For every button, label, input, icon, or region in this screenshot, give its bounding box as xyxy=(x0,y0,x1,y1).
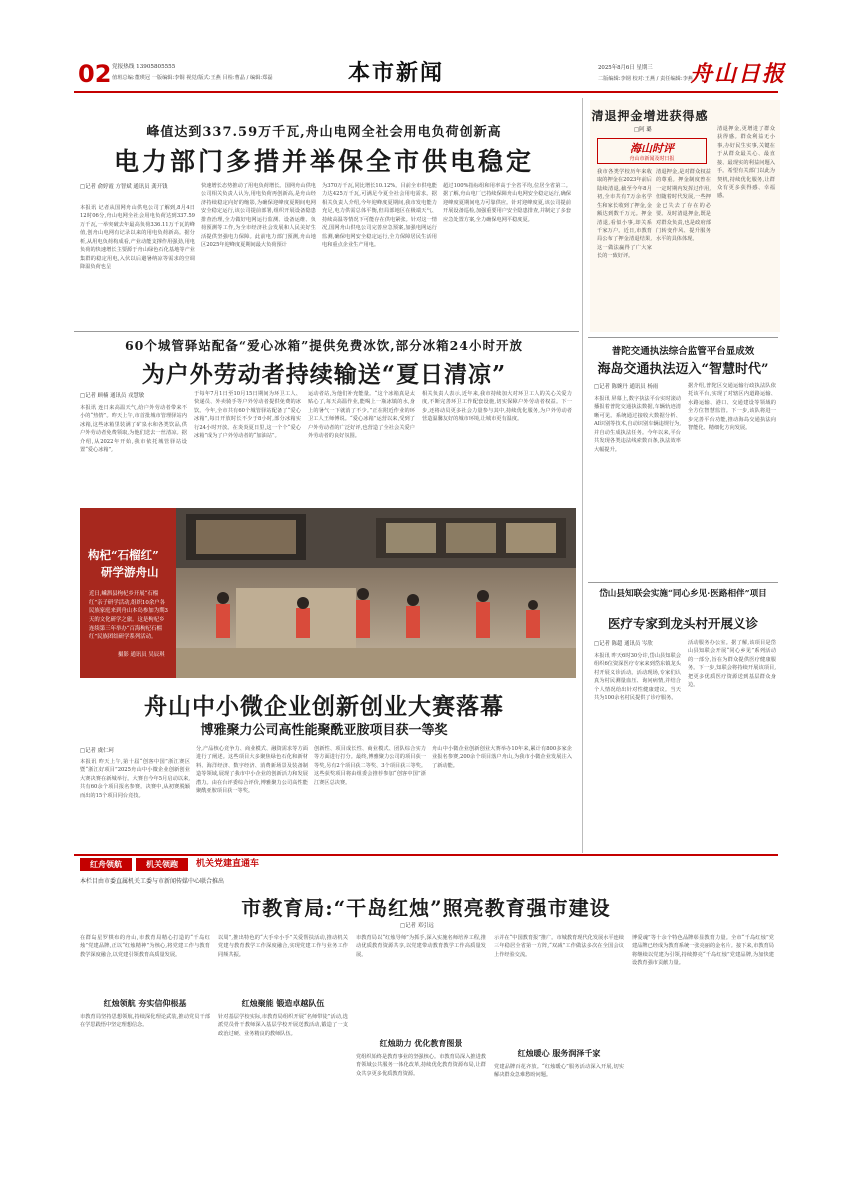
article4-col2-text: 以周”,推出特色的“大手牵小手”关爱帮扶活动,推动机关党建与教育教学工作深度融合,实现党建工作与业务工作同频共振。 xyxy=(218,935,348,958)
article3-col2: 分,产品核心竞争力、商业模式、融资需求等方面进行了阐述。这些项目大多聚焦绿色石化和新材料、海洋经济、数字经济、消费新场景及装备制造等领域,展现了我市中小企业的创新活力和发展潜力。由在台评委综合评价,博雅聚力公司高性能聚酰亚胺项目获一等奖。 xyxy=(196,746,308,795)
article1-title: 电力部门多措并举保全市供电稳定 xyxy=(113,147,534,176)
museum-photo xyxy=(176,508,576,678)
right1-byline: □阿 璐 xyxy=(634,127,652,133)
article4-col1b-text: 市教育局坚持思想领航,持续深化理论武装,推动党员干部在学思践悟中坚定理想信念。 xyxy=(80,1014,210,1029)
hotline: 党报热线 13905805555 xyxy=(112,64,176,70)
right2-byline: □记者 陈婉丹 通讯员 杨雨 xyxy=(594,384,659,390)
article4-col4b-text: 党建品牌百花齐放。“红烛暖心”服务活动深入开展,切实解决群众急难愁盼问题。 xyxy=(494,1064,624,1079)
banner-tag-2 xyxy=(136,858,188,871)
right3-col2: 活动服务办公室。据了解,该项目是岱山县知联会开展“同心乡见”系列活动的一部分,旨在为群众提供医疗健康服务。下一步,知联会将持续开展该项目,把更多优质医疗资源送到基层群众身边。 xyxy=(688,640,776,689)
right1-title: 清退押金增进获得感 xyxy=(591,109,709,123)
article2-col4: 相关负责人表示,近年来,我市持续加大对环卫工人的关心关爱力度,不断完善环卫工作配套设施,切实保障户外劳动者权益。下一步,还将动员更多社会力量参与其中,持续优化服务,为户外劳动者营造温馨友好的城市环境,让城市更有温度。 xyxy=(422,391,572,423)
right3-col1: 本报讯 昨天6时30分许,岱山县知联会组织6位资深医疗专家来到岱东镇龙头村开展义诊活动。活动现场,专家们认真为村民测量血压、询问病情,并结合个人情况给出针对性健康建议。当天共为100余名村民提供了诊疗服务。 xyxy=(594,653,681,702)
right1-col1: 我市各类学校历年来收取的押金在2023年前后陆续清退,截至今年8月初,全市共有7万余名学生和家长收到了押金,金额达到数千万元。押金清退,看似小事,却关系千家万户。近日,市教育局公布了押金清退结果,这一做法赢得了广大家长的一致好评。 xyxy=(597,169,652,260)
article4-col3-text: 市教育局以“红烛导师”为抓手,深入实施名师培养工程,推动优质教育资源共享,以党建带动教育教学工作高质量发展。 xyxy=(356,935,486,958)
article2-title: 为户外劳动者持续输送“夏日清凉” xyxy=(141,361,507,388)
right3-title: 医疗专家到龙头村开展义诊 xyxy=(607,616,758,631)
section-title: 本市新闻 xyxy=(348,60,445,86)
article4-title: 市教育局:“干岛红烛”照亮教育强市建设 xyxy=(241,896,611,920)
article2-kicker: 60个城管驿站配备“爱心冰箱”提供免费冰饮,部分冰箱24小时开放 xyxy=(124,338,524,353)
article1-kicker: 峰值达到337.59万千瓦,舟山电网全社会用电负荷创新高 xyxy=(146,125,502,140)
right-column-rule xyxy=(582,98,583,853)
right2-title: 海岛交通执法迈入“智慧时代” xyxy=(597,362,769,377)
divider xyxy=(74,331,579,332)
article4-col4-text: 示并在“中国教育报”推广。市城教育现代化发展水平连续三年稳居全省第一方阵,“双减”工作做法多次在全国会议上作经验交流。 xyxy=(494,935,624,958)
right3-byline: □记者 陈超 通讯员 岑欣 xyxy=(594,641,653,647)
article1-byline: □记者 俞婷霞 方智斌 通讯员 龚开钱 xyxy=(80,184,168,190)
right1-col2: 清退押金,是对群众权益的尊重。押金制度曾在一定时期内发挥过作用,但随着时代发展,一些押金已失去了存在的必要。及时清退押金,既是对群众负责,也是政府部门转变作风、提升服务水平的具体体现。 xyxy=(656,169,711,243)
banner-note: 本栏目由市委直属机关工委与市新闻传媒中心联合推出 xyxy=(80,878,225,885)
article4-col2 xyxy=(218,934,348,1179)
right1-col3: 清退押金,更增进了群众获得感。群众利益无小事,办好民生实事,关键在于从群众最关心、最直接、最现实的利益问题入手。希望有关部门以此为契机,持续优化服务,让群众有更多获得感、幸福感。 xyxy=(717,126,775,200)
article4-subhead-1: 红烛领航 夯实信仰根基 xyxy=(103,999,187,1008)
right3-kicker: 岱山县知联会实施“同心乡见·医路相伴”项目 xyxy=(599,589,767,599)
article2-col1: 本报讯 连日来高温天气,给户外劳动者带来不小的“热情”。昨天上午,市首批城市管理驿站内冰箱,这些冰箱里装满了矿泉水和各类饮品,供户外劳动者免费领取,为他们送去一丝清凉。据介绍,从2022年开始,我市依托城管驿站设置“爱心冰箱”, xyxy=(80,405,187,454)
commentary-logo-text: 海山时评 xyxy=(630,142,674,155)
article4-col3b-text: 党组织始终是教育事业的坚强核心。市教育局深入推进教育领域公共服务一体化改革,持续优化教育资源布局,让群众共享更多优质教育资源。 xyxy=(356,1054,486,1077)
article3-col4: 舟山中小微企业创新创业大赛举办10年来,累计有800多家企业报名参赛,200余个项目落户舟山,为我市小微企业发展注入了新动能。 xyxy=(432,746,572,769)
masthead xyxy=(0,0,842,100)
article4-col2b-text: 针对基层学校实际,市教育局组织开展“名师带徒”活动,选派党员骨干教师深入基层学校开展送教活动,锻造了一支政治过硬、业务精良的教师队伍。 xyxy=(218,1014,348,1037)
article4-subhead-3: 红烛助力 优化教育图景 xyxy=(379,1039,463,1048)
museum-scene-illustration xyxy=(176,508,576,678)
paper-logo: 舟山日报 xyxy=(690,61,787,87)
editors-left: 值班总编:董瑛冠 一版编辑:李铜 视觉/版式:王燕 目检:曹晶 / 编辑:郑磊 xyxy=(112,75,273,81)
article4-byline: □记者 邓引远 xyxy=(400,923,434,929)
article1-col3: 为370万千瓦,同比增长10.12%。目前全市供电能力达425万千瓦,可满足今夏全社会用电需求。据相关负责人介绍,今年迎峰度夏期间,我市发电能力充足,电力供需总体平衡,但局部地区在极端天气、持续高温等情况下可能存在供电紧张。针对这一情况,国网舟山供电公司完善应急预案,加强电网运行监测,确保电网安全稳定运行,全力保障居民生活用电和重点企业生产用电。 xyxy=(322,183,437,248)
divider xyxy=(588,337,778,338)
right2-kicker: 普陀交通执法综合监管平台显成效 xyxy=(611,346,755,357)
banner-tag-2-text: 机关领跑 xyxy=(146,860,178,869)
article3-col3: 创新性、项目成长性、商业模式、团队综合实力等方面进行打分。最终,博雅聚力公司的项目获一等奖,另有2个项目获二等奖、3个项目获三等奖。这些获奖项目将由组委会推荐参加“创客中国”浙江赛区总决赛。 xyxy=(314,746,426,786)
article2-byline: □记者 顾楠 通讯员 戎慧敏 xyxy=(80,393,145,399)
commentary-logo-sub: 舟山市新闻及时日报 xyxy=(629,156,675,162)
article3-title: 舟山中小微企业创新创业大赛落幕 xyxy=(144,693,504,720)
photo-title-2: 研学游舟山 xyxy=(101,565,159,579)
article1-col4: 超过100%指标组和用率高于全省平均,位居全省第二。据了解,舟山电厂已持续保障舟山电网安全稳定运行,确保迎峰度夏期间电力可靠供应。针对迎峰度夏,该公司提前开展设备巡检,加强重要用户安全隐患排查,并制定了多套应急处置方案,全力确保电网平稳度夏。 xyxy=(443,183,571,223)
article3-col1: 本报讯 昨天上午,第十届“创客中国”浙江赛区暨“浙江好项目”2025舟山中小微企业创新创业大赛决赛在新城举行。大赛自今年5月启动以来,共有60余个项目报名参赛。决赛中,从初赛脱颖而出的15个项目同台竞技。 xyxy=(80,759,190,799)
article4-subhead-4: 红烛暖心 服务润泽千家 xyxy=(517,1049,601,1058)
divider xyxy=(588,582,778,583)
article3-byline: □记者 虞仁珂 xyxy=(80,748,114,754)
editors-right: 二版编辑:李钢 校对:王燕 / 责任编辑:李燕 xyxy=(598,76,693,82)
article1-col2: 快速增长态势推动了用电负荷增长。国网舟山供电公司相关负责人认为,用电负荷再创新高,是舟山经济持续稳定向好的缩影,为确保迎峰度夏期间电网安全稳定运行,该公司提前部署,组织开展设备隐患排查治理,全力做好电网运行监测、设备运维、负荷预测等工作,为全市经济社会发展和人民美好生活提供坚强电力保障。此前电力部门预测,舟山地区2025年迎峰度夏期间最大负荷预计 xyxy=(201,183,316,248)
right2-col2: 据介绍,普陀区交通运输行政执法队依托该平台,实现了对辖区内道路运输、水路运输、港口、交通建设等领域的全方位智慧监管。下一步,该队将进一步完善平台功能,推动海岛交通执法向智能化、精细化方向发展。 xyxy=(688,383,776,432)
right2-col1: 本报讯 屏幕上,数字执法平台实时滚动播报着普陀交通执法数据,车辆轨迹清晰可见。系统通过接收大数据分析、AI识别等技术,自动识别车辆违规行为,并自动生成执法任务。今年以来,平台共发现各类违法线索数百条,执法效率大幅提升。 xyxy=(594,396,681,453)
article4-subhead-2: 红烛聚能 锻造卓越队伍 xyxy=(241,999,325,1008)
article4-col4 xyxy=(494,934,624,1179)
page-number: 02 xyxy=(78,60,112,88)
article4-col5: 博爱魂”等十余个特色品牌彰显教育力量。全市“千岛红烛”党建品牌已经成为教育系统一张亮丽的金名片。接下来,市教育局将继续以党建为引领,持续擦亮“千岛红烛”党建品牌,为加快建设教育强市贡献力量。 xyxy=(632,935,774,967)
banner-tag-1 xyxy=(80,858,132,871)
commentary-logo xyxy=(597,138,707,164)
banner-tag-1-text: 红舟领航 xyxy=(90,860,122,869)
article4-col1 xyxy=(80,934,210,1179)
banner-tag-3: 机关党建直通车 xyxy=(196,859,260,869)
article4-col1-text: 在群岛星罗棋布的舟山,市教育局精心打造的“千岛红烛”党建品牌,正以“红烛精神”为核心,将党建工作与教育教学深度融合,以党建引领教育高质量发展。 xyxy=(80,935,210,958)
photo-caption: 近日,嵊泗县枸杞乡开展“石榴红”亲子研学活动,组织10余户各民族家庭来到舟山本岛参加为期3天的文化研学之旅。这是枸杞乡连续第三年举办“百海枸杞石榴红”民族团结研学系列活动。 xyxy=(89,591,168,641)
article2-col3: 运动者站,为他们补充能量。“这个冰箱真是太贴心了,每天高温作业,能喝上一瓶冰镇的水,身上的暑气一下就消了不少。”正在附近作业的环卫工人王师傅说。“爱心冰箱”运营以来,受到了户外劳动者的广泛好评,也营造了全社会关爱户外劳动者的良好氛围。 xyxy=(308,391,415,440)
article3-subtitle: 博雅聚力公司高性能聚酰亚胺项目获一等奖 xyxy=(200,723,448,738)
banner-rule xyxy=(74,854,778,856)
masthead-rule xyxy=(74,91,778,93)
photo-title-1: 构杞“石榴红” xyxy=(88,548,159,562)
issue-date: 2025年8月6日 星期三 xyxy=(598,65,653,71)
article2-col2: 于每年7月1日至10月15日期间为环卫工人、快递员、外卖骑手等户外劳动者提供免费的冰饮。今年,全市共有60个城管驿站配备了“爱心冰箱”,每日开放时长不少于8小时,部分冰箱实行24小时开放。在炎炎夏日里,这一个个“爱心冰箱”成为了户外劳动者的“加油站”。 xyxy=(194,391,301,440)
photo-credit: 摄影 通讯员 吴辰琪 xyxy=(118,652,165,658)
article1-col1: 本报讯 记者从国网舟山供电公司了解到,8月4日12时06分,舟山电网全社会用电负荷达到337.59万千瓦,一举突破去年最高负荷336.11万千瓦的峰值,创舟山电网有记录以来的用电负荷新高。据分析,从用电负荷构成看,产业动能支撑作用强劲,用电负荷的快速增长主要源于舟山绿色石化基地等产业集群的稳定用电,入伏以后避暑纳凉等需求的空调降温负荷也呈 xyxy=(80,205,195,270)
article4-col3 xyxy=(356,934,486,1179)
